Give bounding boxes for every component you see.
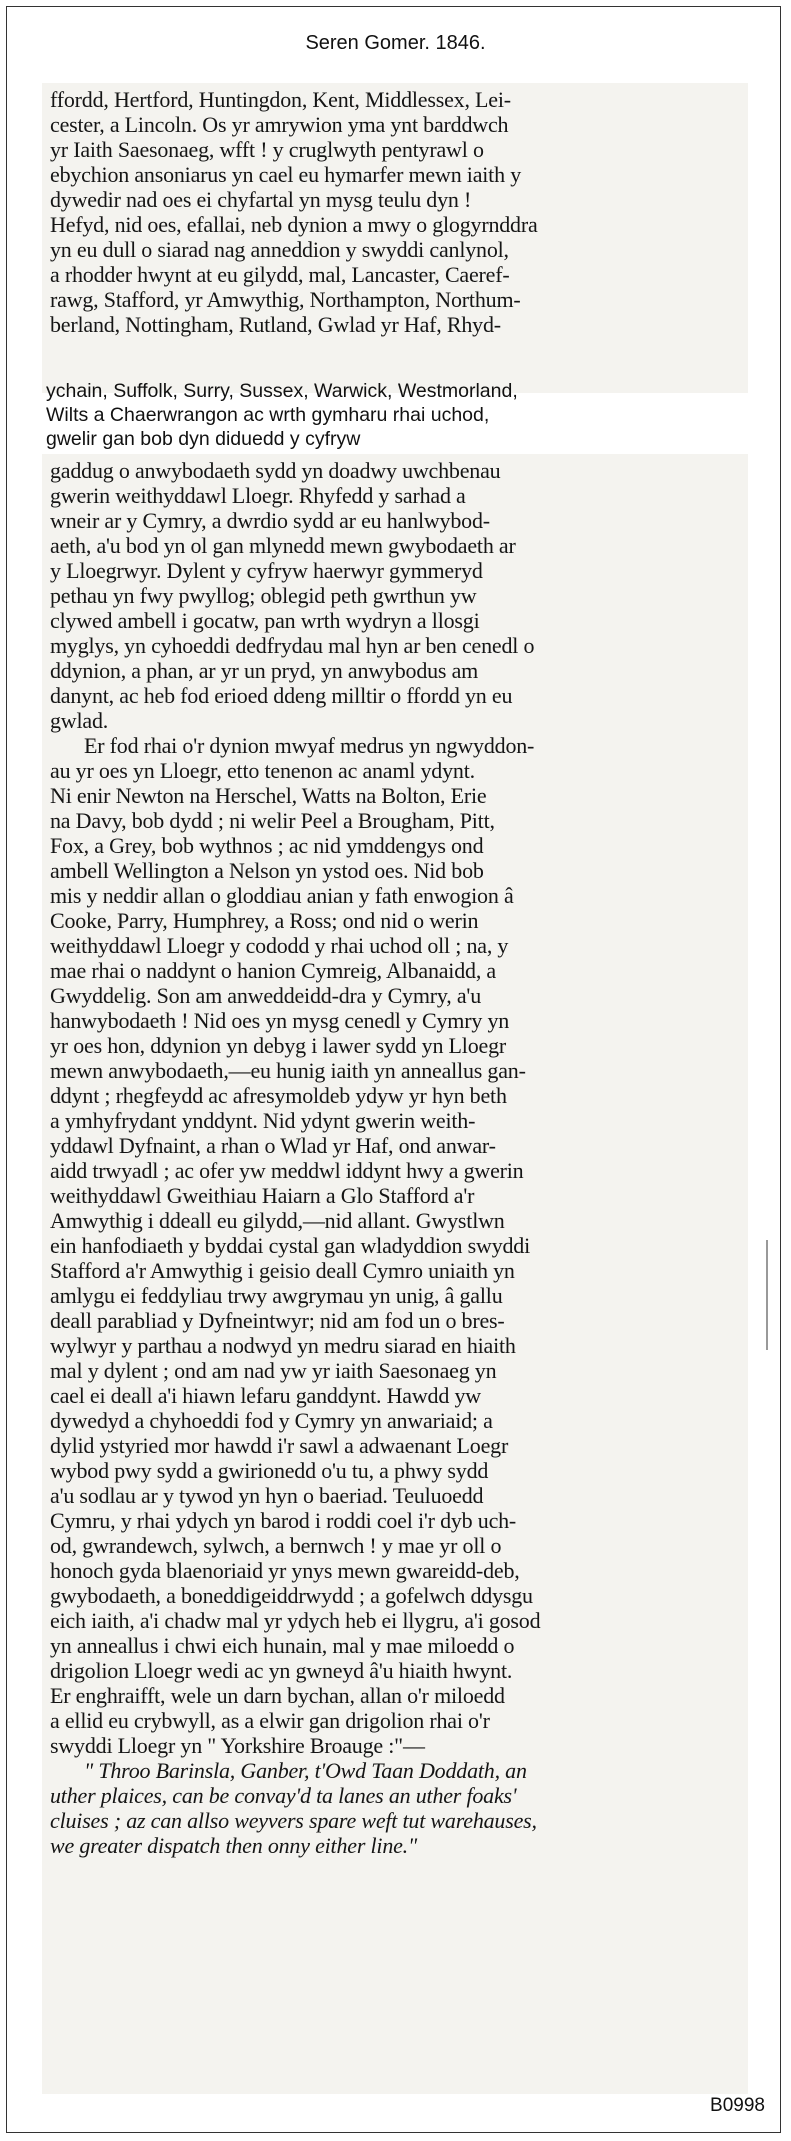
paragraph-2-line: aidd trwyadl ; ac ofer yw meddwl iddynt hwy a gwerin	[50, 1158, 524, 1183]
page-title: Seren Gomer. 1846.	[305, 32, 486, 54]
scan-clipping-bottom	[42, 454, 748, 2094]
paragraph-1-line: y Lloegrwyr. Dylent y cyfryw haerwyr gymmeryd	[50, 558, 483, 583]
paragraph-2-line: Er enghraifft, wele un darn bychan, allan o'r miloedd	[50, 1683, 505, 1708]
typed-line-3: gwelir gan bob dyn diduedd y cyfryw	[46, 428, 361, 450]
paragraph-1-line: myglys, yn cyhoeddi dedfrydau mal hyn ar ben cenedl o	[50, 633, 535, 658]
paragraph-2-line: honoch gyda blaenoriaid yr ynys mewn gwareidd-deb,	[50, 1558, 520, 1583]
paragraph-2-line: drigolion Lloegr wedi ac yn gwneyd â'u hiaith hwynt.	[50, 1658, 513, 1683]
scan-top-line: ffordd, Hertford, Huntingdon, Kent, Middlessex, Lei-	[50, 87, 511, 112]
paragraph-2-line: Amwythig i ddeall eu gilydd,—nid allant. Gwystlwn	[50, 1208, 505, 1233]
paragraph-2-line: a ellid eu crybwyll, as a elwir gan drigolion rhai o'r	[50, 1708, 490, 1733]
paragraph-1-line: danynt, ac heb fod erioed ddeng milltir o ffordd yn eu	[50, 683, 513, 708]
scan-top-line: ebychion ansoniarus yn cael eu hymarfer mewn iaith y	[50, 162, 521, 187]
paragraph-2-line: swyddi Lloegr yn " Yorkshire Broauge :"—	[50, 1733, 425, 1758]
scan-top-line: Hefyd, nid oes, efallai, neb dynion a mwy o glogyrnddra	[50, 212, 538, 237]
paragraph-2-line: weithyddawl Gweithiau Haiarn a Glo Stafford a'r	[50, 1183, 475, 1208]
quote-line: uther plaices, can be convay'd ta lanes an uther foaks'	[50, 1783, 517, 1808]
paragraph-1-line: clywed ambell i gocatw, pan wrth wydryn a llosgi	[50, 608, 480, 633]
paragraph-2-line: Fox, a Grey, bob wythnos ; ac nid ymddengys ond	[50, 833, 484, 858]
quote-line: cluises ; az can allso weyvers spare weft tut warehauses,	[50, 1808, 537, 1833]
paragraph-1-line: gaddug o anwybodaeth sydd yn doadwy uwchbenau	[50, 458, 501, 483]
scan-top-line: berland, Nottingham, Rutland, Gwlad yr Haf, Rhyd-	[50, 312, 501, 337]
paragraph-1-line: aeth, a'u bod yn ol gan mlynedd mewn gwybodaeth ar	[50, 533, 516, 558]
scan-top-text	[50, 87, 740, 337]
paragraph-1-line: gwlad.	[50, 708, 109, 733]
paragraph-2-line: na Davy, bob dydd ; ni welir Peel a Brougham, Pitt,	[50, 808, 495, 833]
paragraph-1-line: wneir ar y Cymry, a dwrdio sydd ar eu hanlwybod-	[50, 508, 490, 533]
paragraph-2-line: mal y dylent ; ond am nad yw yr iaith Saesonaeg yn	[50, 1358, 497, 1383]
paragraph-2-line: Er fod rhai o'r dynion mwyaf medrus yn ngwyddon-	[84, 733, 535, 758]
paragraph-2-line: cael ei deall a'i hiawn lefaru ganddynt. Hawdd yw	[50, 1383, 481, 1408]
paragraph-2-line: yr oes hon, ddynion yn debyg i lawer sydd yn Lloegr	[50, 1033, 507, 1058]
paragraph-2-line: amlygu ei feddyliau trwy awgrymau yn unig, â gallu	[50, 1283, 503, 1308]
paragraph-1-line: gwerin weithyddawl Lloegr. Rhyfedd y sarhad a	[50, 483, 466, 508]
paragraph-2-line: eich iaith, a'i chadw mal yr ydych heb ei llygru, a'i gosod	[50, 1608, 541, 1633]
scan-top-line: a rhodder hwynt at eu gilydd, mal, Lancaster, Caeref-	[50, 262, 510, 287]
paragraph-2-line: weithyddawl Lloegr y cododd y rhai uchod oll ; na, y	[50, 933, 509, 958]
typed-line-2: Wilts a Chaerwrangon ac wrth gymharu rhai uchod,	[46, 404, 490, 426]
paragraph-1-line: pethau yn fwy pwyllog; oblegid peth gwrthun yw	[50, 583, 477, 608]
paragraph-2-line: deall parabliad y Dyfneintwyr; nid am fod un o bres-	[50, 1308, 505, 1333]
paragraph-2-line: a'u sodlau ar y tywod yn hyn o baeriad. Teuluoedd	[50, 1483, 484, 1508]
paragraph-2-line: wylwyr y parthau a nodwyd yn medru siarad en hiaith	[50, 1333, 516, 1358]
paragraph-2-line: a ymhyfrydant ynddynt. Nid ydynt gwerin weith-	[50, 1108, 476, 1133]
paragraph-2-line: mis y neddir allan o gloddiau anian y fath enwogion â	[50, 883, 514, 908]
paragraph-2-line: dywedyd a chyhoeddi fod y Cymry yn anwariaid; a	[50, 1408, 493, 1433]
scan-top-line: rawg, Stafford, yr Amwythig, Northampton, Northum-	[50, 287, 521, 312]
paragraph-2-line: dylid ystyried mor hawdd i'r sawl a adwaenant Loegr	[50, 1433, 509, 1458]
typed-line-1: ychain, Suffolk, Surry, Sussex, Warwick, Westmorland,	[46, 380, 518, 402]
scan-clipping-top	[42, 83, 748, 393]
scan-top-line: cester, a Lincoln. Os yr amrywion yma ynt barddwch	[50, 112, 509, 137]
paragraph-2-line: mae rhai o naddynt o hanion Cymreig, Albanaidd, a	[50, 958, 496, 983]
paragraph-2-line: au yr oes yn Lloegr, etto tenenon ac anaml ydynt.	[50, 758, 475, 783]
paragraph-2	[50, 733, 740, 1758]
paragraph-2-line: ddynt ; rhegfeydd ac afresymoldeb ydyw yr hyn beth	[50, 1083, 507, 1108]
dialect-quote	[50, 1758, 740, 1858]
quote-line: we greater dispatch then onny either line."	[50, 1833, 418, 1858]
paragraph-2-line: mewn anwybodaeth,—eu hunig iaith yn anneallus gan-	[50, 1058, 526, 1083]
paragraph-1-line: ddynion, a phan, ar yr un pryd, yn anwybodus am	[50, 658, 479, 683]
reference-code: B0998	[710, 2095, 765, 2116]
paragraph-2-line: ein hanfodiaeth y byddai cystal gan wladyddion swyddi	[50, 1233, 531, 1258]
scan-top-line: yr Iaith Saesonaeg, wfft ! y cruglwyth pentyrawl o	[50, 137, 484, 162]
scan-top-line: dywedir nad oes ei chyfartal yn mysg teulu dyn !	[50, 187, 472, 212]
paragraph-2-line: yddawl Dyfnaint, a rhan o Wlad yr Haf, ond anwar-	[50, 1133, 496, 1158]
quote-line: " Throo Barinsla, Ganber, t'Owd Taan Doddath, an	[84, 1758, 527, 1783]
paragraph-2-line: Ni enir Newton na Herschel, Watts na Bolton, Erie	[50, 783, 487, 808]
paragraph-2-line: gwybodaeth, a boneddigeiddrwydd ; a gofelwch ddysgu	[50, 1583, 533, 1608]
paragraph-2-line: Cooke, Parry, Humphrey, a Ross; ond nid o werin	[50, 908, 479, 933]
scan-top-line: yn eu dull o siarad nag anneddion y swyddi canlynol,	[50, 237, 509, 262]
margin-mark	[766, 1240, 768, 1350]
paragraph-2-line: wybod pwy sydd a gwirionedd o'u tu, a phwy sydd	[50, 1458, 489, 1483]
paragraph-2-line: od, gwrandewch, sylwch, a bernwch ! y mae yr oll o	[50, 1533, 502, 1558]
paragraph-2-line: ambell Wellington a Nelson yn ystod oes. Nid bob	[50, 858, 484, 883]
paragraph-2-line: Stafford a'r Amwythig i geisio deall Cymro uniaith yn	[50, 1258, 515, 1283]
paragraph-1	[50, 458, 740, 733]
paragraph-2-line: hanwybodaeth ! Nid oes yn mysg cenedl y Cymry yn	[50, 1008, 510, 1033]
paragraph-2-line: Cymru, y rhai ydych yn barod i roddi coel i'r dyb uch-	[50, 1508, 517, 1533]
paragraph-2-line: yn anneallus i chwi eich hunain, mal y mae miloedd o	[50, 1633, 515, 1658]
paragraph-2-line: Gwyddelig. Son am anweddeidd-dra y Cymry, a'u	[50, 983, 482, 1008]
